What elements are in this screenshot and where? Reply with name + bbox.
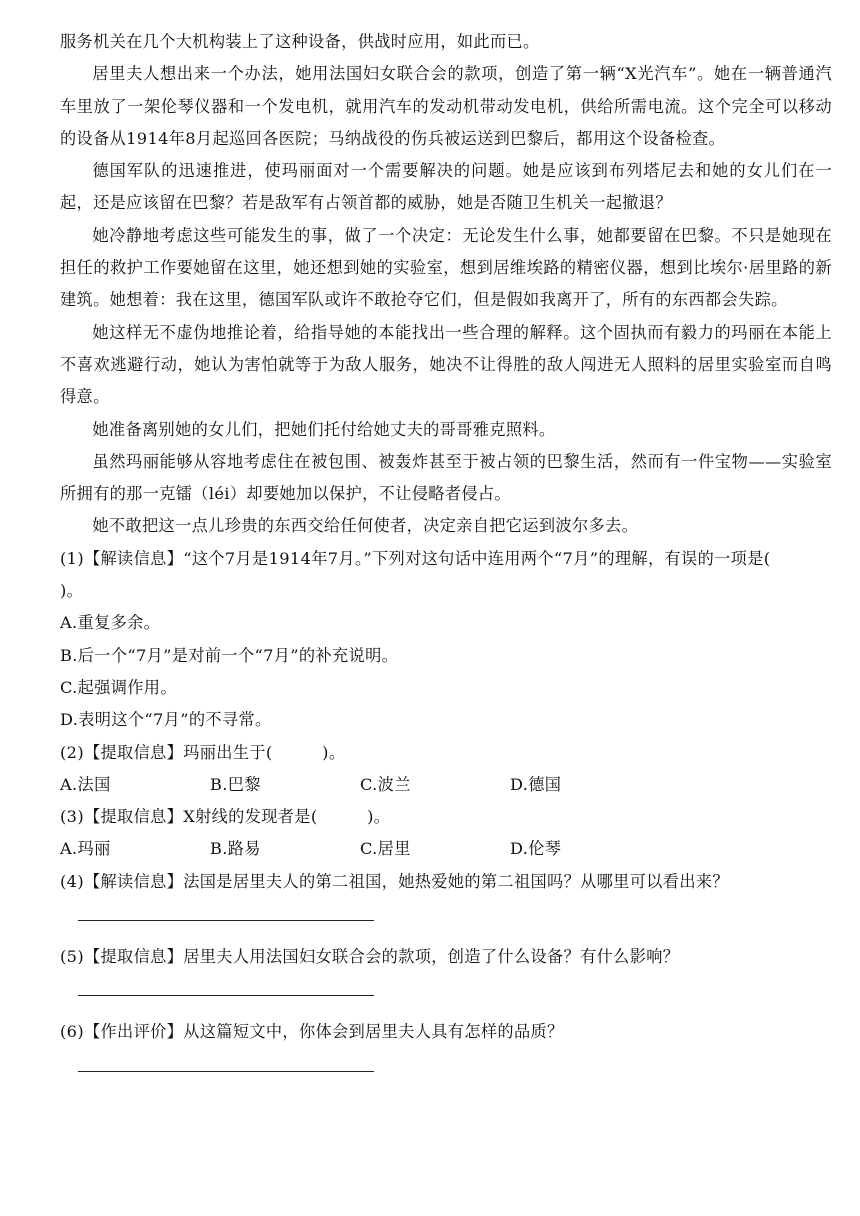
passage-paragraph: 她冷静地考虑这些可能发生的事，做了一个决定：无论发生什么事，她都要留在巴黎。不只是她现在担任的救护工作要她留在这里，她还想到她的实验室，想到居维埃路的精密仪器，想到比埃尔·居里路的新建筑。她想着：我在这里，德国军队或许不敢抢夺它们，但是假如我离开了，所有的东西都会失踪。: [60, 225, 832, 310]
question-2: [60, 737, 832, 802]
passage-paragraph: 德国军队的迅速推进，使玛丽面对一个需要解决的问题。她是应该到布列塔尼去和她的女儿们在一起，还是应该留在巴黎？若是敌军有占领首都的威胁，她是否随卫生机关一起撤退？: [60, 161, 832, 213]
question-3: [60, 801, 832, 866]
options-row: [60, 833, 832, 865]
passage-paragraph: 虽然玛丽能够从容地考虑住在被包围、被轰炸甚至于被占领的巴黎生活，然而有一件宝物——实验室所拥有的那一克镭（léi）却要她加以保护，不让侵略者侵占。: [60, 451, 832, 504]
option-d[interactable]: D.表明这个“7月”的不寻常。: [60, 710, 272, 730]
option-a[interactable]: A.玛丽: [60, 839, 111, 859]
option-a[interactable]: A.法国: [60, 774, 111, 794]
option-d[interactable]: D.德国: [510, 774, 562, 794]
options-row: [60, 769, 832, 801]
option-b[interactable]: B.路易: [210, 839, 261, 859]
option-d[interactable]: D.伦琴: [510, 839, 562, 859]
question-stem: (6)【作出评价】从这篇短文中，你体会到居里夫人具有怎样的品质？: [60, 1022, 564, 1042]
question-4: [60, 866, 832, 921]
passage-paragraph: 她不敢把这一点儿珍贵的东西交给任何使者，决定亲自把它运到波尔多去。: [92, 516, 639, 536]
answer-line[interactable]: [78, 920, 374, 921]
question-stem: (1)【解读信息】“这个7月是1914年7月。”下列对这句话中连用两个“7月”的理解，有误的一项是( )。: [60, 548, 821, 601]
question-stem: (5)【提取信息】居里夫人用法国妇女联合会的款项，创造了什么设备？有什么影响？: [60, 947, 680, 967]
option-c[interactable]: C.居里: [360, 839, 411, 859]
passage-paragraph: 服务机关在几个大机构装上了这种设备，供战时应用，如此而已。: [60, 32, 540, 51]
passage-paragraph: 她准备离别她的女儿们，把她们托付给她丈夫的哥哥雅克照料。: [92, 419, 556, 439]
question-6: [60, 1016, 832, 1071]
option-b[interactable]: B.巴黎: [210, 774, 261, 794]
question-1: [60, 543, 832, 737]
answer-line[interactable]: [78, 1071, 374, 1072]
question-stem: (4)【解读信息】法国是居里夫人的第二祖国，她热爱她的第二祖国吗？从哪里可以看出来？: [60, 871, 729, 891]
question-stem: (2)【提取信息】玛丽出生于( )。: [60, 742, 346, 762]
passage: [60, 26, 832, 543]
option-a[interactable]: A.重复多余。: [60, 613, 161, 633]
option-b[interactable]: B.后一个“7月”是对前一个“7月”的补充说明。: [60, 645, 399, 665]
option-c[interactable]: C.起强调作用。: [60, 677, 177, 697]
option-c[interactable]: C.波兰: [360, 774, 411, 794]
question-stem: (3)【提取信息】X射线的发现者是( )。: [60, 807, 391, 827]
passage-paragraph: 居里夫人想出来一个办法，她用法国妇女联合会的款项，创造了第一辆“X光汽车”。她在一辆普通汽车里放了一架伦琴仪器和一个发电机，就用汽车的发动机带动发电机，供给所需电流。这个完全可以移动的设备从1914年8月起巡回各医院；马纳战役的伤兵被运送到巴黎后，都用这个设备检查。: [60, 64, 832, 148]
question-5: [60, 941, 832, 996]
answer-line[interactable]: [78, 995, 374, 996]
document-page: [60, 26, 832, 1092]
passage-paragraph: 她这样无不虚伪地推论着，给指导她的本能找出一些合理的解释。这个固执而有毅力的玛丽在本能上不喜欢逃避行动，她认为害怕就等于为敌人服务，她决不让得胜的敌人闯进无人照料的居里实验室而自鸣得意。: [60, 322, 832, 407]
